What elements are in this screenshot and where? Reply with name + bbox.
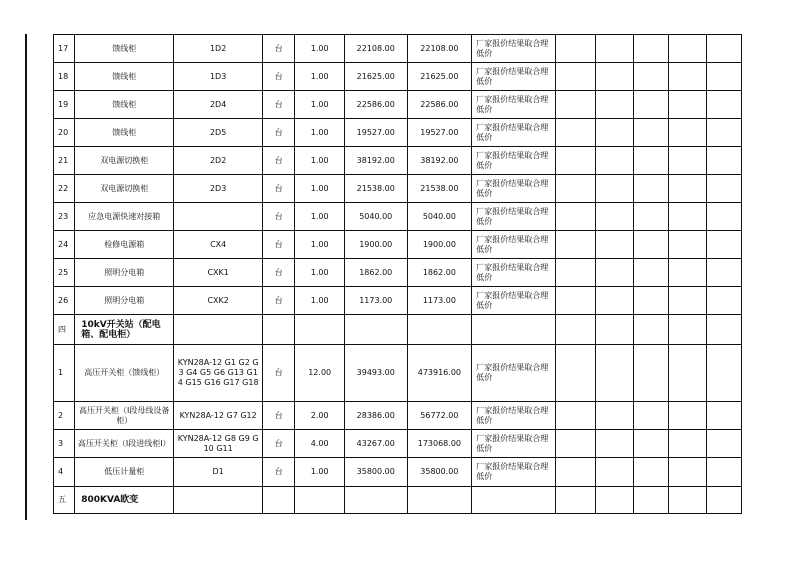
quantity-cell: 4.00	[295, 430, 345, 458]
empty-cell	[596, 91, 633, 119]
unit-price-cell: 22586.00	[344, 91, 407, 119]
table-row	[54, 231, 742, 259]
remark-cell: 厂家报价结果取合理低价	[472, 458, 556, 487]
empty-cell	[596, 287, 633, 315]
table-row	[54, 430, 742, 458]
quantity-cell: 1.00	[295, 203, 345, 231]
unit-cell: 台	[263, 287, 295, 315]
item-name-cell: 馈线柜	[75, 91, 174, 119]
quantity-cell: 1.00	[295, 147, 345, 175]
empty-cell	[556, 458, 596, 487]
empty-cell	[633, 35, 668, 63]
unit-price-cell: 35800.00	[344, 458, 407, 487]
seq-cell: 1	[54, 345, 75, 402]
unit-price-cell: 5040.00	[344, 203, 407, 231]
section-number-cell: 五	[54, 487, 75, 514]
empty-cell	[669, 203, 706, 231]
empty-cell	[633, 175, 668, 203]
unit-cell: 台	[263, 35, 295, 63]
unit-cell: 台	[263, 231, 295, 259]
empty-cell	[706, 147, 741, 175]
quantity-cell: 1.00	[295, 63, 345, 91]
seq-cell: 4	[54, 458, 75, 487]
remark-cell: 厂家报价结果取合理低价	[472, 259, 556, 287]
seq-cell: 23	[54, 203, 75, 231]
total-price-cell: 1173.00	[407, 287, 472, 315]
empty-cell	[596, 35, 633, 63]
unit-price-cell: 22108.00	[344, 35, 407, 63]
total-price-cell: 35800.00	[407, 458, 472, 487]
empty-cell	[706, 402, 741, 430]
seq-cell: 17	[54, 35, 75, 63]
empty-cell	[669, 287, 706, 315]
quantity-cell: 1.00	[295, 231, 345, 259]
unit-price-cell: 21625.00	[344, 63, 407, 91]
empty-cell	[706, 203, 741, 231]
item-name-cell: 低压计量柜	[75, 458, 174, 487]
unit-cell: 台	[263, 345, 295, 402]
empty-cell	[669, 175, 706, 203]
remark-cell: 厂家报价结果取合理低价	[472, 287, 556, 315]
section-title-cell: 10kV开关站（配电箱、配电柜）	[75, 315, 174, 345]
unit-cell: 台	[263, 119, 295, 147]
item-name-cell: 双电源切换柜	[75, 175, 174, 203]
unit-cell: 台	[263, 63, 295, 91]
unit-price-cell: 1900.00	[344, 231, 407, 259]
table-row	[54, 402, 742, 430]
empty-cell	[596, 147, 633, 175]
empty-cell	[596, 487, 633, 514]
remark-cell: 厂家报价结果取合理低价	[472, 430, 556, 458]
total-price-cell: 1862.00	[407, 259, 472, 287]
model-cell: 2D5	[174, 119, 263, 147]
unit-cell: 台	[263, 147, 295, 175]
empty-cell	[633, 430, 668, 458]
seq-cell: 20	[54, 119, 75, 147]
seq-cell: 24	[54, 231, 75, 259]
empty-cell	[556, 147, 596, 175]
seq-cell: 18	[54, 63, 75, 91]
unit-cell: 台	[263, 402, 295, 430]
empty-cell	[669, 487, 706, 514]
empty-cell	[472, 315, 556, 345]
remark-cell: 厂家报价结果取合理低价	[472, 231, 556, 259]
item-name-cell: 高压开关柜（I段进线柜I）	[75, 430, 174, 458]
item-name-cell: 双电源切换柜	[75, 147, 174, 175]
empty-cell	[669, 35, 706, 63]
empty-cell	[669, 345, 706, 402]
item-name-cell: 高压开关柜（馈线柜）	[75, 345, 174, 402]
total-price-cell: 21625.00	[407, 63, 472, 91]
empty-cell	[633, 458, 668, 487]
empty-cell	[633, 487, 668, 514]
empty-cell	[633, 203, 668, 231]
seq-cell: 2	[54, 402, 75, 430]
seq-cell: 19	[54, 91, 75, 119]
quantity-cell: 1.00	[295, 259, 345, 287]
model-cell: KYN28A-12 G7 G12	[174, 402, 263, 430]
empty-cell	[633, 119, 668, 147]
empty-cell	[596, 315, 633, 345]
empty-cell	[556, 203, 596, 231]
empty-cell	[556, 91, 596, 119]
unit-price-cell: 38192.00	[344, 147, 407, 175]
table-row	[54, 458, 742, 487]
empty-cell	[556, 402, 596, 430]
empty-cell	[706, 175, 741, 203]
empty-cell	[263, 315, 295, 345]
empty-cell	[633, 91, 668, 119]
total-price-cell: 38192.00	[407, 147, 472, 175]
empty-cell	[174, 487, 263, 514]
quantity-cell: 1.00	[295, 287, 345, 315]
model-cell: 2D2	[174, 147, 263, 175]
empty-cell	[556, 287, 596, 315]
empty-cell	[263, 487, 295, 514]
table-row	[54, 175, 742, 203]
unit-price-cell: 21538.00	[344, 175, 407, 203]
total-price-cell: 22586.00	[407, 91, 472, 119]
empty-cell	[556, 487, 596, 514]
empty-cell	[706, 259, 741, 287]
unit-cell: 台	[263, 430, 295, 458]
total-price-cell: 1900.00	[407, 231, 472, 259]
empty-cell	[669, 402, 706, 430]
empty-cell	[596, 63, 633, 91]
remark-cell: 厂家报价结果取合理低价	[472, 345, 556, 402]
quantity-cell: 1.00	[295, 91, 345, 119]
item-name-cell: 检修电源箱	[75, 231, 174, 259]
total-price-cell: 21538.00	[407, 175, 472, 203]
remark-cell: 厂家报价结果取合理低价	[472, 119, 556, 147]
empty-cell	[633, 345, 668, 402]
quantity-cell: 1.00	[295, 175, 345, 203]
unit-price-cell: 1862.00	[344, 259, 407, 287]
empty-cell	[174, 315, 263, 345]
model-cell: CXK1	[174, 259, 263, 287]
unit-cell: 台	[263, 175, 295, 203]
model-cell: D1	[174, 458, 263, 487]
empty-cell	[633, 259, 668, 287]
seq-cell: 26	[54, 287, 75, 315]
table-row	[54, 91, 742, 119]
table-row	[54, 147, 742, 175]
quantity-cell: 2.00	[295, 402, 345, 430]
empty-cell	[706, 63, 741, 91]
unit-cell: 台	[263, 91, 295, 119]
remark-cell: 厂家报价结果取合理低价	[472, 63, 556, 91]
empty-cell	[596, 458, 633, 487]
empty-cell	[596, 175, 633, 203]
total-price-cell: 56772.00	[407, 402, 472, 430]
empty-cell	[295, 487, 345, 514]
empty-cell	[556, 63, 596, 91]
empty-cell	[596, 119, 633, 147]
empty-cell	[295, 315, 345, 345]
empty-cell	[633, 287, 668, 315]
empty-cell	[633, 402, 668, 430]
empty-cell	[596, 203, 633, 231]
empty-cell	[633, 147, 668, 175]
empty-cell	[706, 430, 741, 458]
empty-cell	[706, 91, 741, 119]
empty-cell	[669, 231, 706, 259]
quantity-cell: 1.00	[295, 35, 345, 63]
unit-price-cell: 28386.00	[344, 402, 407, 430]
section-number-cell: 四	[54, 315, 75, 345]
item-name-cell: 高压开关柜（I段母线设备柜）	[75, 402, 174, 430]
model-cell: KYN28A-12 G1 G2 G3 G4 G5 G6 G13 G14 G15 G16 G17 G18	[174, 345, 263, 402]
empty-cell	[669, 119, 706, 147]
empty-cell	[669, 91, 706, 119]
remark-cell: 厂家报价结果取合理低价	[472, 35, 556, 63]
empty-cell	[669, 458, 706, 487]
empty-cell	[706, 315, 741, 345]
item-name-cell: 照明分电箱	[75, 259, 174, 287]
empty-cell	[344, 315, 407, 345]
seq-cell: 3	[54, 430, 75, 458]
section-row	[54, 315, 742, 345]
model-cell: KYN28A-12 G8 G9 G10 G11	[174, 430, 263, 458]
empty-cell	[472, 487, 556, 514]
empty-cell	[556, 259, 596, 287]
empty-cell	[669, 430, 706, 458]
empty-cell	[556, 231, 596, 259]
empty-cell	[596, 231, 633, 259]
empty-cell	[706, 119, 741, 147]
model-cell: 2D3	[174, 175, 263, 203]
unit-price-cell: 1173.00	[344, 287, 407, 315]
left-margin-rule	[25, 34, 27, 520]
empty-cell	[706, 345, 741, 402]
item-name-cell: 馈线柜	[75, 63, 174, 91]
table-row	[54, 259, 742, 287]
empty-cell	[596, 259, 633, 287]
table-row	[54, 345, 742, 402]
empty-cell	[669, 63, 706, 91]
empty-cell	[596, 345, 633, 402]
empty-cell	[706, 487, 741, 514]
empty-cell	[706, 35, 741, 63]
model-cell: CXK2	[174, 287, 263, 315]
quantity-cell: 12.00	[295, 345, 345, 402]
item-name-cell: 应急电源快速对接箱	[75, 203, 174, 231]
unit-cell: 台	[263, 458, 295, 487]
empty-cell	[706, 287, 741, 315]
empty-cell	[596, 402, 633, 430]
model-cell: 2D4	[174, 91, 263, 119]
model-cell: 1D2	[174, 35, 263, 63]
total-price-cell: 22108.00	[407, 35, 472, 63]
empty-cell	[633, 231, 668, 259]
seq-cell: 25	[54, 259, 75, 287]
seq-cell: 21	[54, 147, 75, 175]
total-price-cell: 5040.00	[407, 203, 472, 231]
remark-cell: 厂家报价结果取合理低价	[472, 147, 556, 175]
total-price-cell: 19527.00	[407, 119, 472, 147]
section-title-cell: 800KVA欧变	[75, 487, 174, 514]
empty-cell	[706, 231, 741, 259]
table-row	[54, 287, 742, 315]
remark-cell: 厂家报价结果取合理低价	[472, 91, 556, 119]
model-cell: CX4	[174, 231, 263, 259]
item-name-cell: 馈线柜	[75, 35, 174, 63]
model-cell	[174, 203, 263, 231]
quantity-cell: 1.00	[295, 458, 345, 487]
empty-cell	[556, 315, 596, 345]
empty-cell	[596, 430, 633, 458]
unit-price-cell: 19527.00	[344, 119, 407, 147]
empty-cell	[407, 487, 472, 514]
empty-cell	[556, 345, 596, 402]
table-row	[54, 119, 742, 147]
empty-cell	[556, 119, 596, 147]
unit-cell: 台	[263, 203, 295, 231]
seq-cell: 22	[54, 175, 75, 203]
empty-cell	[633, 63, 668, 91]
total-price-cell: 473916.00	[407, 345, 472, 402]
empty-cell	[556, 430, 596, 458]
empty-cell	[706, 458, 741, 487]
remark-cell: 厂家报价结果取合理低价	[472, 203, 556, 231]
total-price-cell: 173068.00	[407, 430, 472, 458]
table-row	[54, 35, 742, 63]
remark-cell: 厂家报价结果取合理低价	[472, 402, 556, 430]
remark-cell: 厂家报价结果取合理低价	[472, 175, 556, 203]
unit-cell: 台	[263, 259, 295, 287]
unit-price-cell: 39493.00	[344, 345, 407, 402]
quantity-cell: 1.00	[295, 119, 345, 147]
table-row	[54, 203, 742, 231]
item-name-cell: 馈线柜	[75, 119, 174, 147]
model-cell: 1D3	[174, 63, 263, 91]
unit-price-cell: 43267.00	[344, 430, 407, 458]
empty-cell	[669, 259, 706, 287]
table-row	[54, 63, 742, 91]
item-name-cell: 照明分电箱	[75, 287, 174, 315]
section-row	[54, 487, 742, 514]
empty-cell	[407, 315, 472, 345]
empty-cell	[633, 315, 668, 345]
empty-cell	[556, 35, 596, 63]
empty-cell	[556, 175, 596, 203]
empty-cell	[669, 315, 706, 345]
price-table	[53, 34, 742, 514]
empty-cell	[344, 487, 407, 514]
empty-cell	[669, 147, 706, 175]
